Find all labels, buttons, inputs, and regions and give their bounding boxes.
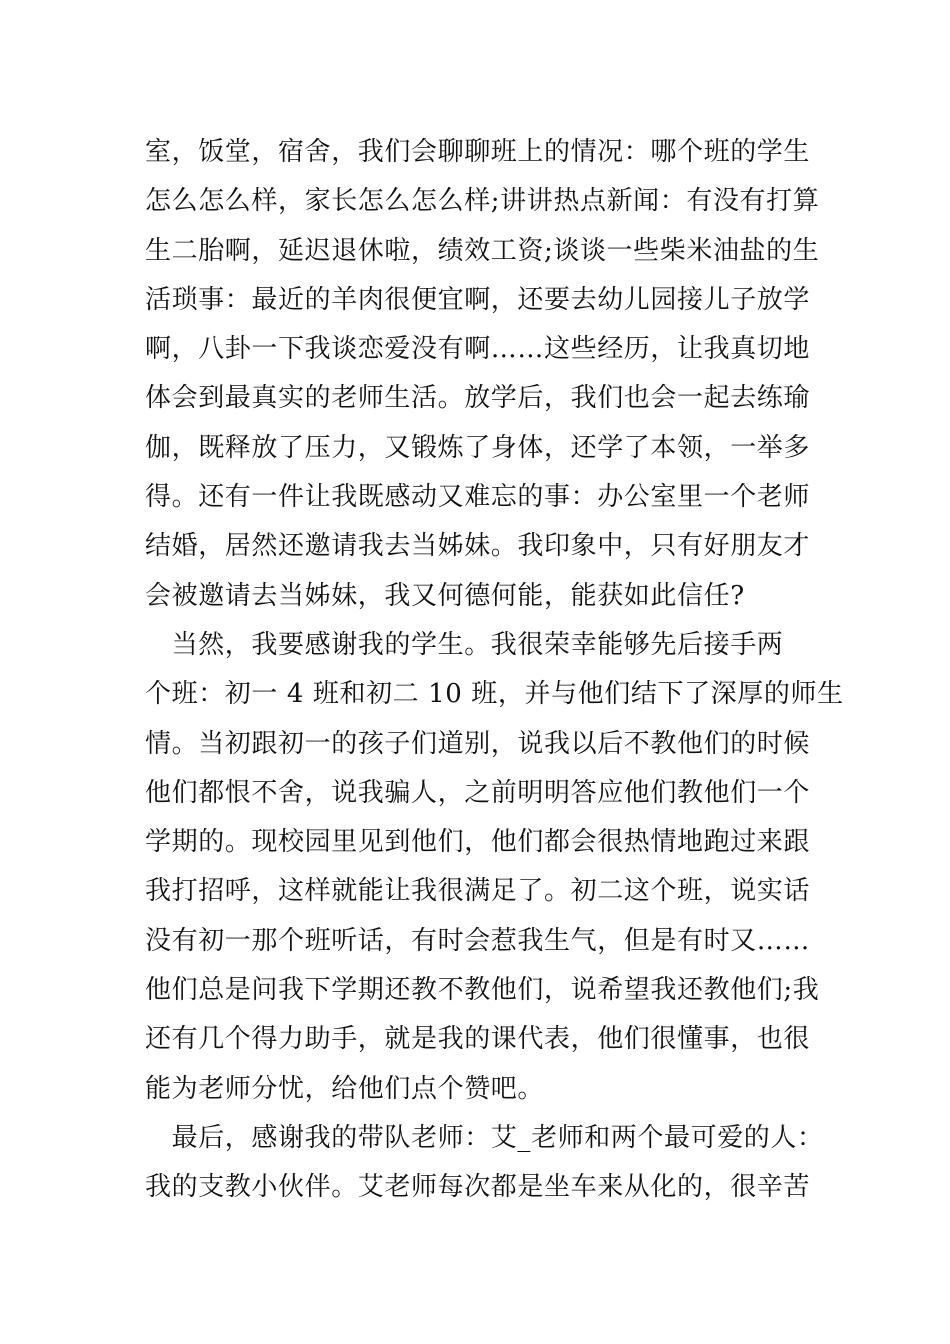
text-line: 体会到最真实的老师生活。放学后，我们也会一起去练瑜	[145, 383, 811, 414]
text-line: 生二胎啊，延迟退休啦，绩效工资;谈谈一些柴米油盐的生	[145, 235, 820, 266]
text-line: 能为老师分忧，给他们点个赞吧。	[145, 1073, 545, 1104]
text-line: 学期的。现校园里见到他们，他们都会很热情地跑过来跟	[145, 827, 811, 858]
text-line: 伽，既释放了压力，又锻炼了身体，还学了本领，一举多	[145, 432, 811, 463]
text-line: 怎么怎么样，家长怎么怎么样;讲讲热点新闻：有没有打算	[145, 186, 820, 217]
text-line: 没有初一那个班听话，有时会惹我生气，但是有时又……	[145, 925, 811, 956]
text-line: 会被邀请去当姊妹，我又何德何能，能获如此信任?	[145, 580, 745, 611]
text-line: 得。还有一件让我既感动又难忘的事：办公室里一个老师	[145, 482, 811, 513]
text-line: 活琐事：最近的羊肉很便宜啊，还要去幼儿园接儿子放学	[145, 284, 811, 315]
text-line: 他们都恨不舍，说我骗人，之前明明答应他们教他们一个	[145, 777, 811, 808]
text-line: 当然，我要感谢我的学生。我很荣幸能够先后接手两	[145, 629, 784, 660]
text-line: 个班：初一 4 班和初二 10 班，并与他们结下了深厚的师生	[145, 679, 844, 710]
text-line: 我打招呼，这样就能让我很满足了。初二这个班，说实话	[145, 876, 811, 907]
text-line: 啊，八卦一下我谈恋爱没有啊……这些经历，让我真切地	[145, 334, 811, 365]
text-line: 室，饭堂，宿舍，我们会聊聊班上的情况：哪个班的学生	[145, 137, 811, 167]
body-text	[145, 128, 844, 1213]
text-line: 还有几个得力助手，就是我的课代表，他们很懂事，也很	[145, 1024, 811, 1055]
text-line: 最后，感谢我的带队老师：艾_老师和两个最可爱的人：	[145, 1122, 824, 1153]
text-line: 结婚，居然还邀请我去当姊妹。我印象中，只有好朋友才	[145, 531, 811, 562]
text-line: 我的支教小伙伴。艾老师每次都是坐车来从化的，很辛苦	[145, 1172, 811, 1203]
text-line: 他们总是问我下学期还教不教他们，说希望我还教他们;我	[145, 975, 820, 1006]
text-line: 情。当初跟初一的孩子们道别，说我以后不教他们的时候	[145, 728, 811, 759]
